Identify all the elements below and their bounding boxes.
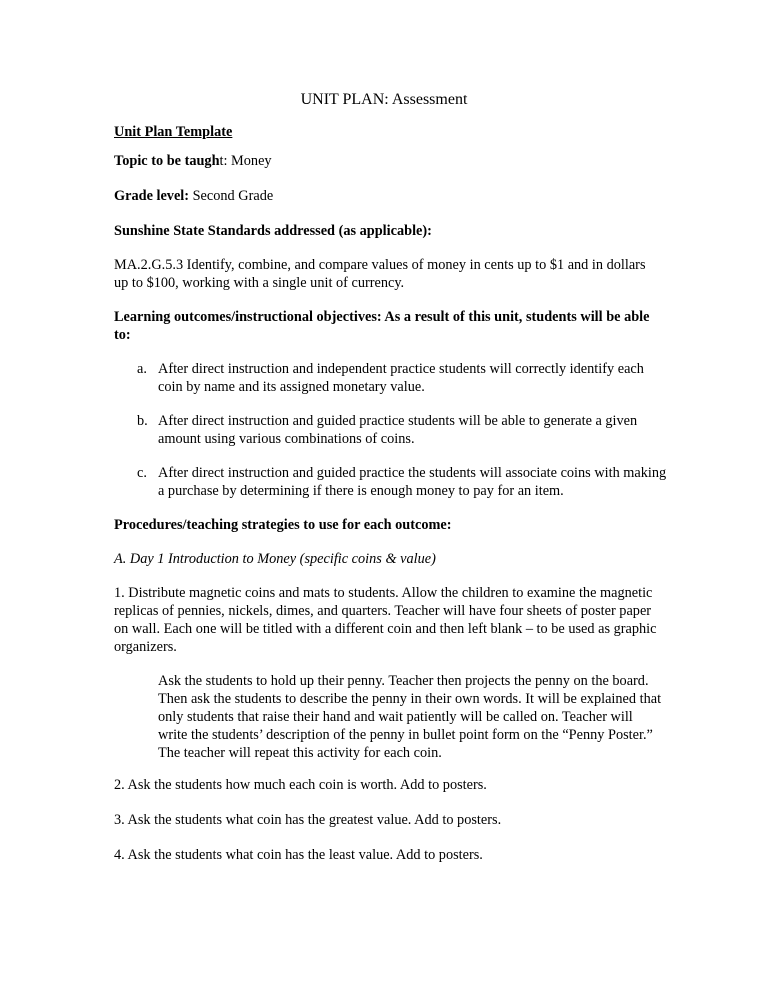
day1-heading: A. Day 1 Introduction to Money (specific coins & value) xyxy=(114,551,436,567)
outcomes-heading: Learning outcomes/instructional objectives: As a result of this unit, students will be able to: xyxy=(114,309,650,343)
grade-value: Second Grade xyxy=(189,188,274,204)
standard-text: MA.2.G.5.3 Identify, combine, and compare values of money in cents up to $1 and in dollars up to $100, working with a single unit of currency. xyxy=(114,257,646,291)
grade-label: Grade level: xyxy=(114,188,190,204)
outcome-item-a xyxy=(137,360,667,396)
step-4: 4. Ask the students what coin has the least value. Add to posters. xyxy=(114,847,483,863)
outcome-text: After direct instruction and guided practice the students will associate coins with making a purchase by determining if there is enough money to pay for an item. xyxy=(158,465,667,499)
topic-label: Topic to be taugh xyxy=(114,153,220,169)
outcome-item-b xyxy=(137,412,667,448)
outcome-item-c xyxy=(137,464,667,500)
step-1-detail: Ask the students to hold up their penny. Teacher then projects the penny on the board. Then ask the students to describe the penny in their own words. It will be explained that only students that raise their hand and wait patiently will be called on. Teacher will write the students’ description of the penny in bullet point form on the “Penny Poster.” The teacher will repeat this activity for each coin. xyxy=(158,673,662,761)
template-heading: Unit Plan Template xyxy=(114,124,233,140)
outcome-marker: a. xyxy=(137,361,147,377)
topic-label-rest: t: xyxy=(219,153,228,169)
step-3: 3. Ask the students what coin has the greatest value. Add to posters. xyxy=(114,812,502,828)
topic-line xyxy=(114,152,659,170)
document-title: UNIT PLAN: Assessment xyxy=(300,91,468,108)
outcome-marker: c. xyxy=(137,465,147,481)
grade-line xyxy=(114,187,659,205)
outcome-marker: b. xyxy=(137,413,148,429)
step-1: 1. Distribute magnetic coins and mats to students. Allow the children to examine the magnetic replicas of pennies, nickels, dimes, and quarters. Teacher will have four sheets of poster paper on wall. Each one will be titled with a different coin and then left blank – to be used as graphic organizers. xyxy=(114,585,657,655)
outcome-text: After direct instruction and guided practice students will be able to generate a given amount using various combinations of coins. xyxy=(158,413,638,447)
step-2: 2. Ask the students how much each coin is worth. Add to posters. xyxy=(114,777,487,793)
procedures-heading: Procedures/teaching strategies to use for each outcome: xyxy=(114,517,452,533)
standards-heading: Sunshine State Standards addressed (as applicable): xyxy=(114,223,432,239)
outcome-text: After direct instruction and independent practice students will correctly identify each coin by name and its assigned monetary value. xyxy=(158,361,644,395)
topic-value: Money xyxy=(227,153,272,169)
